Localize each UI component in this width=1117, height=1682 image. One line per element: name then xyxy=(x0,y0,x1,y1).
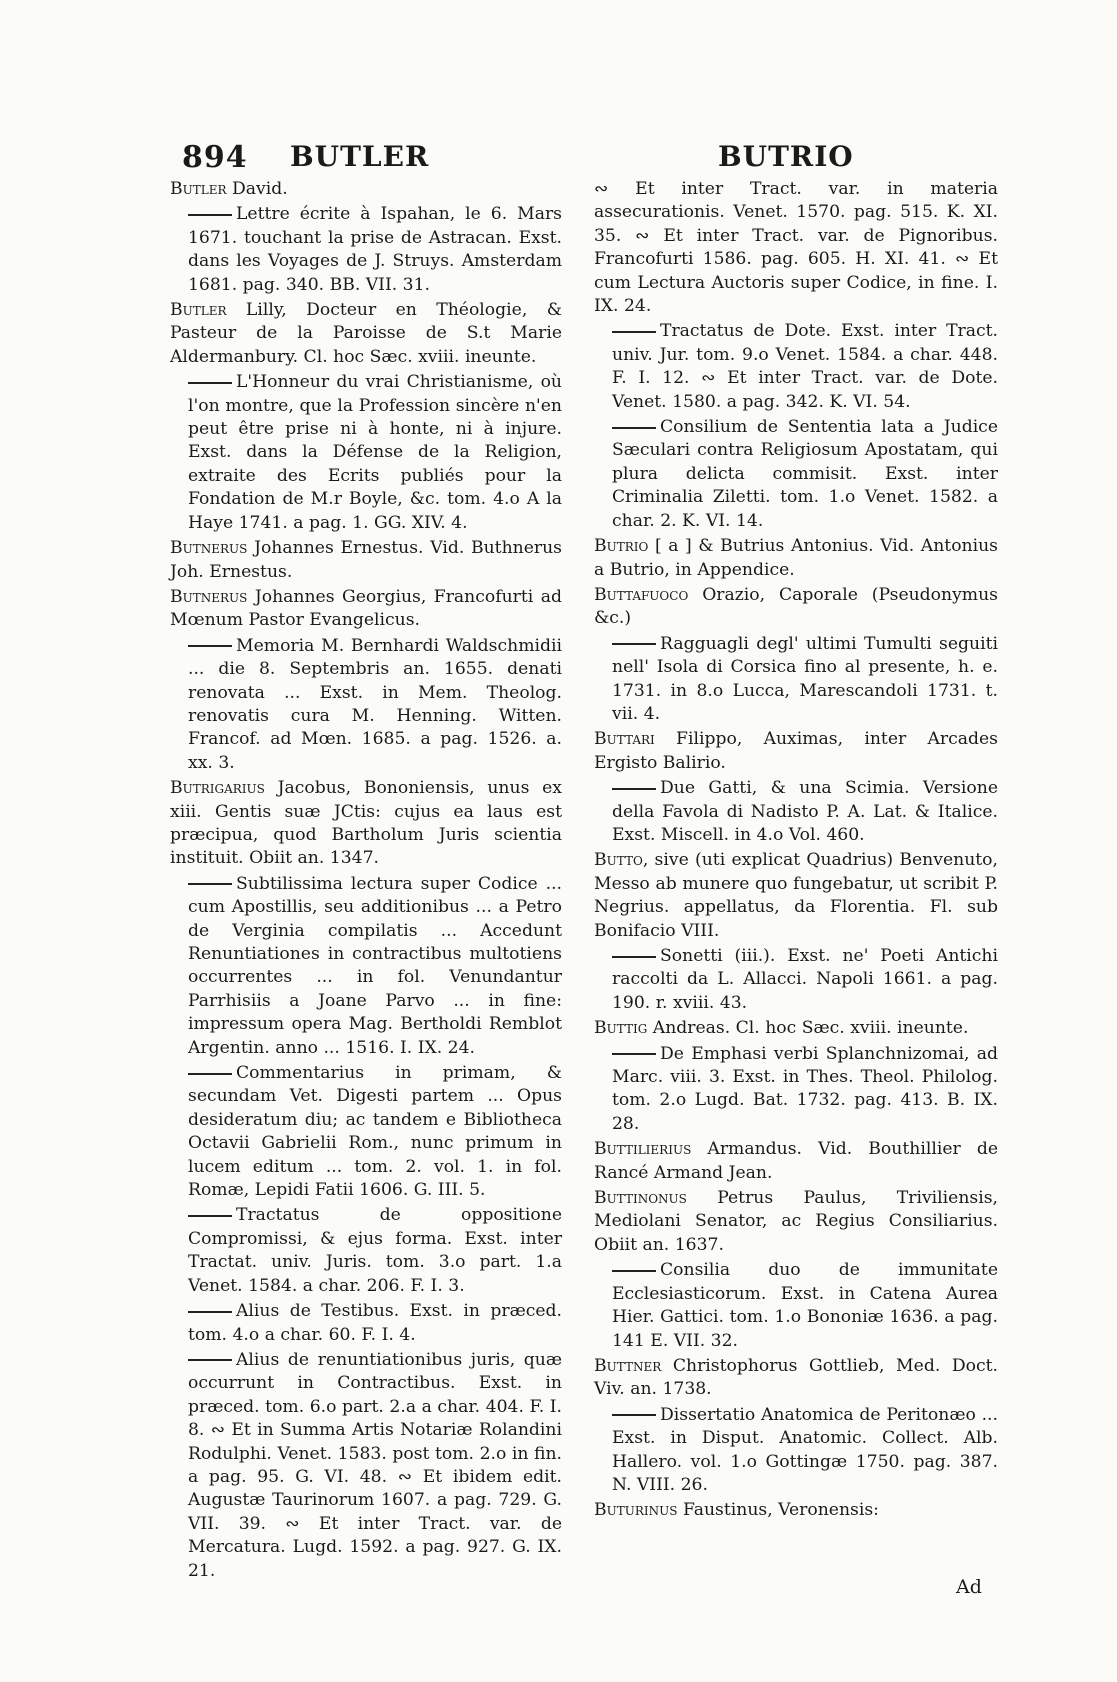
entry-text: Tractatus de oppositione Compromissi, & ejus forma. Exst. inter Tractat. univ. Juris. tom. 3.o part. 1.a Venet. 1584. a char. 206. F. I. 3. xyxy=(188,1205,562,1296)
entry-headword: Buttafuoco xyxy=(594,584,689,605)
entry-headword: Butler xyxy=(170,179,227,199)
index-entry xyxy=(594,1017,998,1040)
entry-text: De Emphasi verbi Splanchnizomai, ad Marc. viii. 3. Exst. in Thes. Theol. Philolog. tom. 2.o Lugd. Bat. 1732. pag. 413. B. IX. 28. xyxy=(612,1043,998,1134)
index-entry xyxy=(170,299,562,369)
index-entry xyxy=(170,1062,562,1202)
entry-headword: Buttig xyxy=(594,1018,648,1039)
dash-rule xyxy=(188,1311,232,1313)
entry-text: Lilly, Docteur en Théologie, & Pasteur de la Paroisse de S.t Marie Aldermanbury. Cl. hoc Sæc. xviii. ineunte. xyxy=(170,300,562,367)
running-head-right: BUTRIO xyxy=(718,140,854,173)
entry-text: Consilium de Sententia lata a Judice Sæculari contra Religiosum Apostatam, qui plura delicta commisit. Exst. inter Criminalia Ziletti. tom. 1.o Venet. 1582. a char. 2. K. VI. 14. xyxy=(612,417,998,531)
entry-headword: Buttari xyxy=(594,729,655,750)
index-entry xyxy=(170,537,562,584)
catchword: Ad xyxy=(956,1576,982,1598)
entry-text: Consilia duo de immunitate Ecclesiasticorum. Exst. in Catena Aurea Hier. Gattici. tom. 1.o Bononiæ 1636. a pag. 141 E. VII. 32. xyxy=(612,1260,998,1351)
entry-text: Christophorus Gottlieb, Med. Doct. Viv. an. 1738. xyxy=(594,1355,998,1400)
entry-text: Dissertatio Anatomica de Peritonæo ... Exst. in Disput. Anatomic. Collect. Alb. Hallero. vol. 1.o Gottingæ 1750. pag. 387. N. VIII. 26. xyxy=(612,1404,998,1495)
entry-text: Andreas. Cl. hoc Sæc. xviii. ineunte. xyxy=(647,1018,969,1039)
entry-text: Johannes Ernestus. Vid. Buthnerus Joh. Ernestus. xyxy=(170,538,562,582)
entry-headword: Butto xyxy=(594,850,643,871)
dash-rule xyxy=(612,427,656,429)
index-entry xyxy=(170,873,562,1060)
index-entry xyxy=(594,535,998,582)
index-entry xyxy=(594,945,998,1015)
entry-text: Faustinus, Veronensis: xyxy=(677,1500,879,1521)
index-entry xyxy=(170,178,562,201)
dash-rule xyxy=(188,645,232,647)
index-entry xyxy=(170,203,562,297)
entry-text: Sonetti (iii.). Exst. ne' Poeti Antichi raccolti da L. Allacci. Napoli 1661. a pag. 190. r. xviii. 43. xyxy=(612,946,998,1013)
entry-text: Jacobus, Bononiensis, unus ex xiii. Gentis suæ JCtis: cujus ea laus est præcipua, quod Bartholum Juris scientia instituit. Obiit an. 1347. xyxy=(170,778,562,869)
index-entry xyxy=(594,777,998,847)
index-entry xyxy=(594,416,998,533)
entry-text: Memoria M. Bernhardi Waldschmidii ... die 8. Septembris an. 1655. denati renovata ... Exst. in Mem. Theolog. renovatis cura M. Henning. Witten. Francof. ad Mœn. 1685. a pag. 1526. a. xx. 3. xyxy=(188,635,562,773)
entry-text: Tractatus de Dote. Exst. inter Tract. univ. Jur. tom. 9.o Venet. 1584. a char. 448. F. I. 12. ∾ Et inter Tract. var. de Dote. Venet. 1580. a pag. 342. K. VI. 54. xyxy=(612,321,998,412)
entry-text: Johannes Georgius, Francofurti ad Mœnum Pastor Evangelicus. xyxy=(170,586,562,631)
dash-rule xyxy=(188,382,232,384)
entry-text: , sive (uti explicat Quadrius) Benvenuto, Messo ab munere quo fungebatur, ut scribit P. Negrius. appellatus, da Florentia. Fl. sub Bonifacio VIII. xyxy=(594,850,998,941)
entry-text: L'Honneur du vrai Christianisme, où l'on montre, que la Profession sincère n'en peut être prise ni à honte, ni à injure. Exst. dans la Défense de la Religion, extraite des Ecrits publiés pour la Fondation de M.r Boyle, &c. tom. 4.o A la Haye 1741. a pag. 1. GG. XIV. 4. xyxy=(188,372,562,533)
entry-headword: Buttilierius xyxy=(594,1139,692,1160)
running-head-left: BUTLER xyxy=(290,140,430,173)
index-entry xyxy=(594,728,998,775)
index-entry xyxy=(594,320,998,414)
dash-rule xyxy=(612,956,656,958)
dash-rule xyxy=(188,1073,232,1075)
dash-rule xyxy=(612,1414,656,1416)
entry-headword: Butnerus xyxy=(170,586,248,607)
index-entry xyxy=(594,1499,998,1522)
dash-rule xyxy=(612,788,656,790)
dash-rule xyxy=(612,643,656,645)
index-entry xyxy=(170,1349,562,1583)
left-column xyxy=(170,178,562,1585)
entry-text: Orazio, Caporale (Pseudonymus &c.) xyxy=(594,584,998,629)
right-column xyxy=(594,178,998,1525)
dash-rule xyxy=(188,214,232,216)
index-entry xyxy=(594,178,998,318)
entry-text: [ a ] & Butrius Antonius. Vid. Antonius a Butrio, in Appendice. xyxy=(594,536,998,580)
entry-text: Armandus. Vid. Bouthillier de Rancé Armand Jean. xyxy=(594,1139,998,1183)
index-entry xyxy=(594,1138,998,1185)
entry-text: ∾ Et inter Tract. var. in materia assecurationis. Venet. 1570. pag. 515. K. XI. 35. ∾ Et inter Tract. var. de Pignoribus. Francofurti 1586. pag. 605. H. XI. 41. ∾ Et cum Lectura Auctoris super Codice, in fine. I. IX. 24. xyxy=(594,179,998,317)
index-entry xyxy=(594,1259,998,1353)
entry-text: Petrus Paulus, Triviliensis, Mediolani Senator, ac Regius Consiliarius. Obiit an. 1637. xyxy=(594,1188,998,1255)
entry-text: Subtilissima lectura super Codice ... cum Apostillis, seu additionibus ... a Petro de Verginia compilatis ... Accedunt Renuntiationes in contractibus multotiens occurrentes ... in fol. Venundantur Parrhisiis a Joane Parvo ... in fine: impressum opera Mag. Bertholdi Remblot Argentin. anno ... 1516. I. IX. 24. xyxy=(188,873,562,1058)
index-entry xyxy=(594,1043,998,1137)
index-entry xyxy=(170,371,562,535)
entry-text: Alius de renuntiationibus juris, quæ occurrunt in Contractibus. Exst. in præced. tom. 6.o part. 2.a a char. 404. F. I. 8. ∾ Et in Summa Artis Notariæ Rolandini Rodulphi. Venet. 1583. post tom. 2.o in fin. a pag. 95. G. VI. 48. ∾ Et ibidem edit. Augustæ Taurinorum 1607. a pag. 729. G. VII. 39. ∾ Et inter Tract. var. de Mercatura. Lugd. 1592. a pag. 927. G. IX. 21. xyxy=(188,1349,562,1581)
dash-rule xyxy=(188,1359,232,1361)
entry-text: Lettre écrite à Ispahan, le 6. Mars 1671. touchant la prise de Astracan. Exst. dans les Voyages de J. Struys. Amsterdam 1681. pag. 340. BB. VII. 31. xyxy=(188,204,562,295)
entry-text: Ragguagli degl' ultimi Tumulti seguiti nell' Isola di Corsica fino al presente, h. e. 1731. in 8.o Lucca, Marescandoli 1731. t. vii. 4. xyxy=(612,633,998,724)
page-number: 894 xyxy=(182,140,248,175)
dash-rule xyxy=(188,883,232,885)
index-entry xyxy=(594,584,998,631)
entry-headword: Butrio xyxy=(594,536,649,557)
dash-rule xyxy=(612,1270,656,1272)
index-entry xyxy=(594,1404,998,1498)
dash-rule xyxy=(612,1053,656,1055)
index-entry xyxy=(594,1187,998,1257)
index-entry xyxy=(594,633,998,727)
entry-headword: Butler xyxy=(170,300,227,321)
dash-rule xyxy=(612,331,656,333)
entry-text: Commentarius in primam, & secundam Vet. Digesti partem ... Opus desideratum diu; ac tandem e Bibliotheca Octavii Gabrielii Rom., nunc primum in lucem editum ... tom. 2. vol. 1. in fol. Romæ, Lepidi Fatii 1606. G. III. 5. xyxy=(188,1063,562,1201)
index-entry xyxy=(170,635,562,775)
entry-headword: Buttinonus xyxy=(594,1188,687,1209)
entry-headword: Butrigarius xyxy=(170,778,265,799)
index-entry xyxy=(170,586,562,633)
entry-text: David. xyxy=(226,179,288,199)
index-entry xyxy=(594,1355,998,1402)
entry-text: Alius de Testibus. Exst. in præced. tom. 4.o a char. 60. F. I. 4. xyxy=(188,1301,562,1345)
index-entry xyxy=(594,849,998,943)
index-entry xyxy=(170,1204,562,1298)
entry-headword: Buturinus xyxy=(594,1500,678,1521)
index-entry xyxy=(170,777,562,871)
entry-text: Due Gatti, & una Scimia. Versione della Favola di Nadisto P. A. Lat. & Italice. Exst. Miscell. in 4.o Vol. 460. xyxy=(612,778,998,845)
entry-headword: Buttner xyxy=(594,1355,662,1376)
index-entry xyxy=(170,1300,562,1347)
entry-headword: Butnerus xyxy=(170,538,248,559)
entry-text: Filippo, Auximas, inter Arcades Ergisto Balirio. xyxy=(594,729,998,773)
dash-rule xyxy=(188,1215,232,1217)
